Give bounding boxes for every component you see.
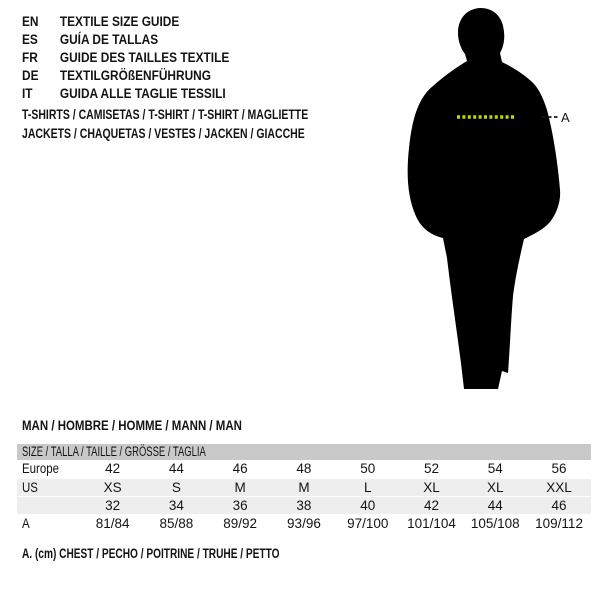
size-value-cell: XL: [463, 478, 527, 496]
size-value-cell: 89/92: [208, 514, 272, 532]
language-row-fr: [22, 49, 229, 67]
category-lines: [22, 105, 308, 142]
language-row-de: [22, 67, 229, 85]
size-value-cell: 42: [81, 460, 145, 478]
size-value-cell: 46: [527, 496, 591, 514]
size-value-cell: 85/88: [145, 514, 209, 532]
size-value-cell: XL: [400, 478, 464, 496]
size-value-cell: 44: [145, 460, 209, 478]
size-value-cell: 54: [463, 460, 527, 478]
size-value-cell: 93/96: [272, 514, 336, 532]
size-value-cell: 46: [208, 460, 272, 478]
size-value-cell: 42: [400, 496, 464, 514]
size-value-cell: XXL: [527, 478, 591, 496]
size-value-cell: XS: [81, 478, 145, 496]
size-value-cell: L: [336, 478, 400, 496]
size-value-cell: 50: [336, 460, 400, 478]
size-row-label-text: Europe: [22, 461, 60, 477]
size-value-cell: M: [208, 478, 272, 496]
size-table-row: [17, 496, 591, 514]
size-table: [17, 444, 591, 533]
size-value-cell: 52: [400, 460, 464, 478]
section-title-man: MAN / HOMBRE / HOMME / MANN / MAN: [22, 418, 242, 433]
size-value-cell: 81/84: [81, 514, 145, 532]
size-value-cell: 38: [272, 496, 336, 514]
language-row-it: [22, 85, 229, 103]
measure-label-a: A: [561, 110, 570, 125]
man-silhouette-figure: [400, 0, 600, 400]
size-table-row: [17, 514, 591, 532]
size-row-label: [17, 514, 81, 532]
size-row-label: [17, 460, 81, 478]
language-label: GUIDA ALLE TAGLIE TESSILI: [59, 86, 226, 101]
size-value-cell: 56: [527, 460, 591, 478]
language-code: FR: [22, 50, 38, 65]
language-row-es: [22, 31, 229, 49]
category-line-tshirts: T-SHIRTS / CAMISETAS / T-SHIRT / T-SHIRT / MAGLIETTE: [22, 106, 309, 122]
size-value-cell: 105/108: [463, 514, 527, 532]
size-value-cell: 44: [463, 496, 527, 514]
size-table-row: [17, 460, 591, 478]
language-code: ES: [22, 32, 38, 47]
measurement-footnote: A. (cm) CHEST / PECHO / POITRINE / TRUHE / PETTO: [22, 546, 280, 561]
size-row-label-text: US: [22, 479, 38, 495]
size-value-cell: 101/104: [400, 514, 464, 532]
size-table-header-label: SIZE / TALLA / TAILLE / GRÖSSE / TAGLIA: [22, 444, 206, 459]
size-row-label: [17, 478, 81, 496]
category-line-jackets: JACKETS / CHAQUETAS / VESTES / JACKEN / GIACCHE: [22, 124, 305, 141]
language-row-en: [22, 13, 229, 31]
language-list: [22, 13, 229, 103]
size-value-cell: 34: [145, 496, 209, 514]
size-value-cell: M: [272, 478, 336, 496]
size-value-cell: 48: [272, 460, 336, 478]
man-silhouette-shape: [408, 8, 561, 389]
language-code: IT: [22, 86, 33, 101]
size-value-cell: 97/100: [336, 514, 400, 532]
size-row-label-text: A: [22, 515, 30, 531]
language-label: GUIDE DES TAILLES TEXTILE: [59, 50, 230, 65]
size-table-row: [17, 478, 591, 496]
size-value-cell: 109/112: [527, 514, 591, 532]
size-table-header-row: [17, 444, 591, 460]
language-code: DE: [22, 68, 39, 83]
size-value-cell: S: [145, 478, 209, 496]
language-label: TEXTILE SIZE GUIDE: [59, 14, 180, 29]
size-value-cell: 40: [336, 496, 400, 514]
language-label: GUÍA DE TALLAS: [59, 32, 159, 47]
size-value-cell: 36: [208, 496, 272, 514]
size-row-label: [17, 496, 81, 514]
size-value-cell: 32: [81, 496, 145, 514]
language-label: TEXTILGRÖßENFÜHRUNG: [59, 68, 211, 83]
language-code: EN: [22, 14, 39, 29]
